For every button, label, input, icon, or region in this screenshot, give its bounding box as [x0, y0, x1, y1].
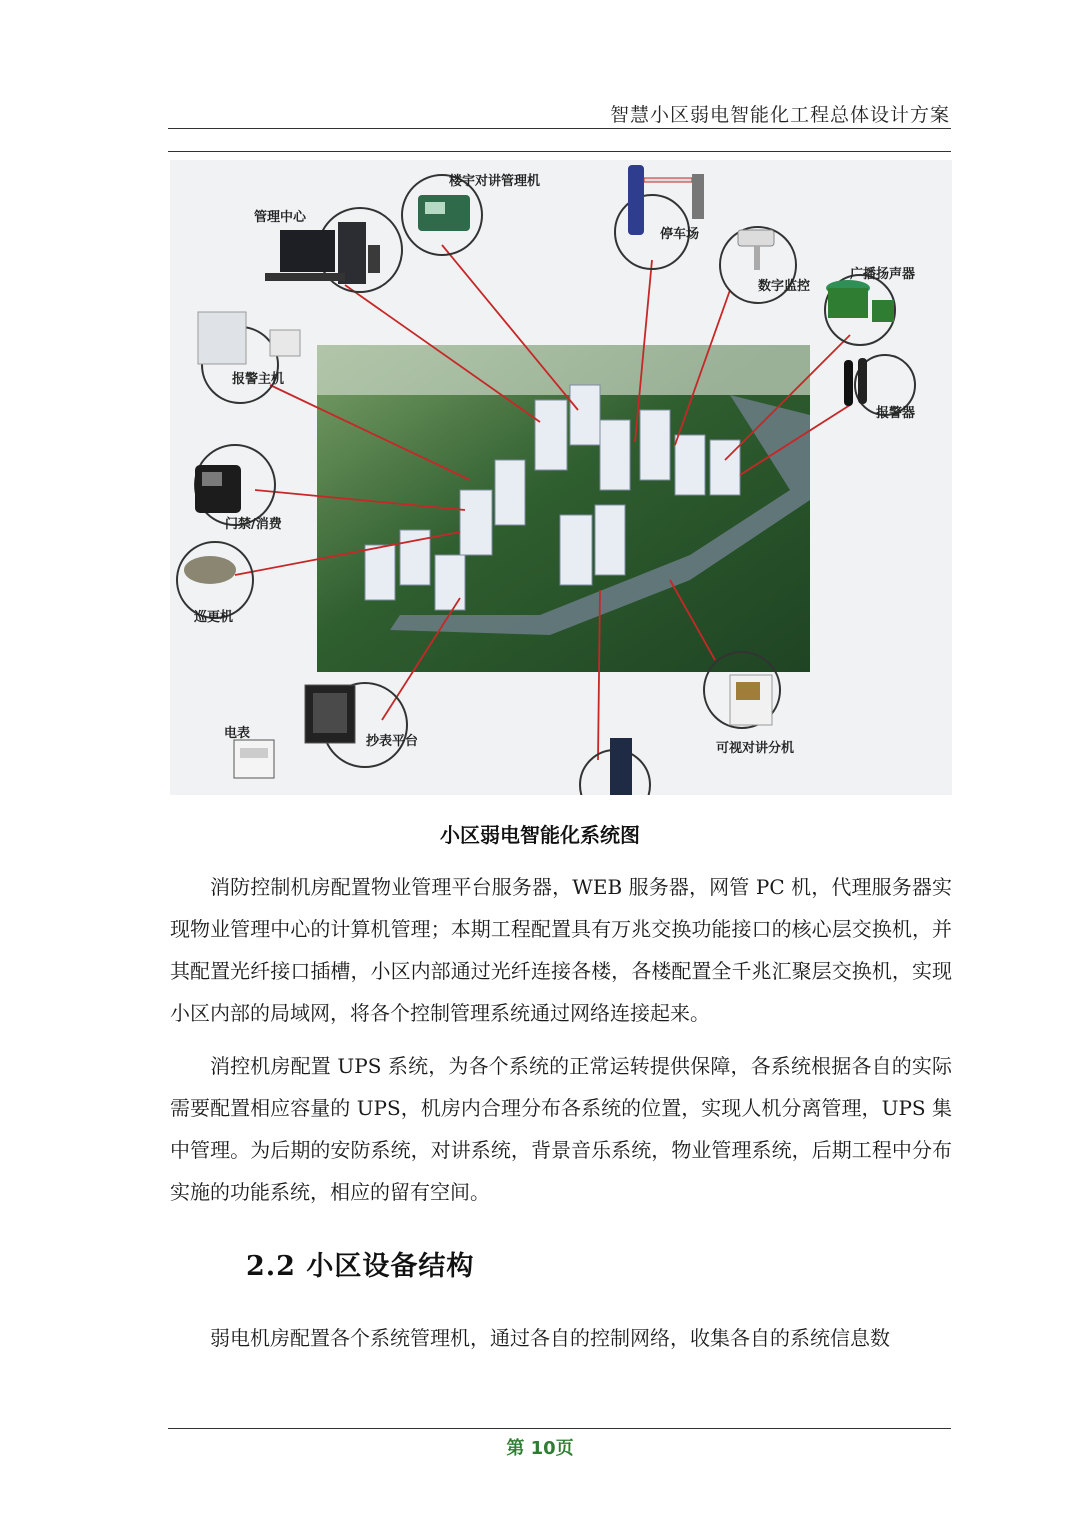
- alarm-host-icon: [198, 312, 300, 364]
- computer-icon: [265, 222, 380, 284]
- header-rule: [168, 128, 951, 129]
- patrol-device-icon: [184, 556, 236, 584]
- label-management-center: 管理中心: [254, 210, 307, 225]
- door-panel-icon: [610, 738, 632, 795]
- label-video-intercom: 可视对讲分机: [716, 741, 795, 756]
- footer-rule: [168, 1428, 951, 1429]
- label-access-control: 门禁/消费: [225, 517, 282, 532]
- paragraph-2: 消控机房配置 UPS 系统，为各个系统的正常运转提供保障，各系统根据各自的实际需要配置相应容量的 UPS，机房内合理分布各系统的位置，实现人机分离管理，UPS 集中管理。为后期的安防系统，对讲系统，背景音乐系统，物业管理系统，后期工程中分布实施的功能系统，相应的留有空间。: [170, 1054, 952, 1204]
- electric-meter-icon: [234, 740, 274, 778]
- label-patrol: 巡更机: [194, 610, 234, 625]
- diagram-caption: 小区弱电智能化系统图: [440, 823, 640, 847]
- system-diagram-svg: [170, 160, 952, 795]
- label-digital-monitor: 数字监控: [758, 279, 811, 294]
- camera-icon: [738, 230, 774, 270]
- label-meter: 电表: [224, 726, 251, 741]
- label-alarm-host: 报警主机: [232, 372, 285, 387]
- aerial-photo: [317, 345, 810, 672]
- paragraph-3: 弱电机房配置各个系统管理机，通过各自的控制网络，收集各自的系统信息数: [210, 1326, 890, 1350]
- page-number: 第 10页: [506, 1438, 574, 1459]
- speaker-icon: [826, 280, 894, 322]
- label-parking: 停车场: [660, 227, 700, 242]
- parking-barrier-icon: [628, 165, 704, 235]
- system-diagram: [170, 160, 952, 795]
- intercom-manager-icon: [418, 195, 470, 231]
- label-broadcast-speaker: 广播扬声器: [850, 267, 916, 282]
- header-rule-secondary: [168, 151, 951, 152]
- section-heading: 2.2 小区设备结构: [246, 1251, 475, 1282]
- meter-platform-icon: [305, 685, 355, 743]
- video-intercom-icon: [730, 675, 772, 725]
- access-terminal-icon: [195, 465, 241, 513]
- header-title: 智慧小区弱电智能化工程总体设计方案: [609, 104, 950, 126]
- label-meter-platform: 抄表平台: [366, 734, 419, 749]
- label-intercom-manager: 楼宇对讲管理机: [449, 174, 541, 189]
- paragraph-1: 消防控制机房配置物业管理平台服务器，WEB 服务器，网管 PC 机，代理服务器实现物业管理中心的计算机管理；本期工程配置具有万兆交换功能接口的核心层交换机，并其配置光纤接口插槽，小区内部通过光纤连接各楼，各楼配置全千兆汇聚层交换机，实现小区内部的局域网，将各个控制管理系统通过网络连接起来。: [170, 875, 952, 1025]
- label-alarm: 报警器: [876, 406, 916, 421]
